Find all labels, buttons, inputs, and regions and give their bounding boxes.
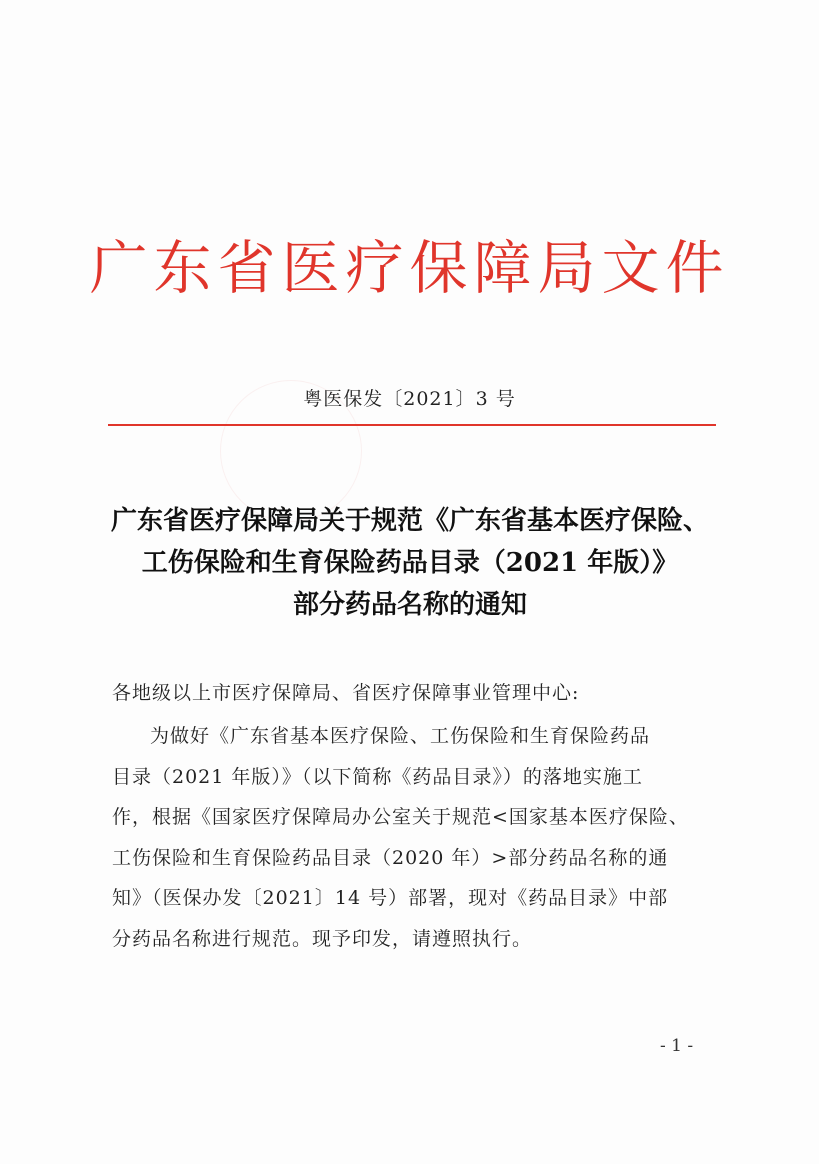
document-number: 粤医保发〔2021〕3 号 xyxy=(303,388,516,410)
body-paragraph xyxy=(112,716,716,959)
body-line-1: 为做好《广东省基本医疗保险、工伤保险和生育保险药品 xyxy=(150,725,651,747)
body-line-6: 分药品名称进行规范。现予印发，请遵照执行。 xyxy=(112,927,533,950)
document-header-title: 广东省医疗保障局文件 xyxy=(89,234,730,302)
body-line-5: 知》（医保办发〔2021〕14 号）部署，现对《药品目录》中部 xyxy=(112,887,669,909)
notice-title-line-2: 工伤保险和生育保险药品目录（2021 年版）》 xyxy=(141,548,679,578)
body-line-2: 目录（2021 年版）》（以下简称《药品目录》）的落地实施工 xyxy=(112,765,643,788)
notice-title-line-3: 部分药品名称的通知 xyxy=(292,590,527,620)
recipient-line: 各地级以上市医疗保障局、省医疗保障事业管理中心: xyxy=(112,682,580,704)
page-number: - 1 - xyxy=(660,1036,694,1056)
red-divider-line xyxy=(108,424,716,426)
notice-title xyxy=(90,500,730,626)
body-line-3: 作，根据《国家医疗保障局办公室关于规范<国家基本医疗保险、 xyxy=(112,806,689,828)
body-line-4: 工伤保险和生育保险药品目录（2020 年）>部分药品名称的通 xyxy=(112,846,669,869)
notice-title-line-1: 广东省医疗保障局关于规范《广东省基本医疗保险、 xyxy=(110,506,709,536)
